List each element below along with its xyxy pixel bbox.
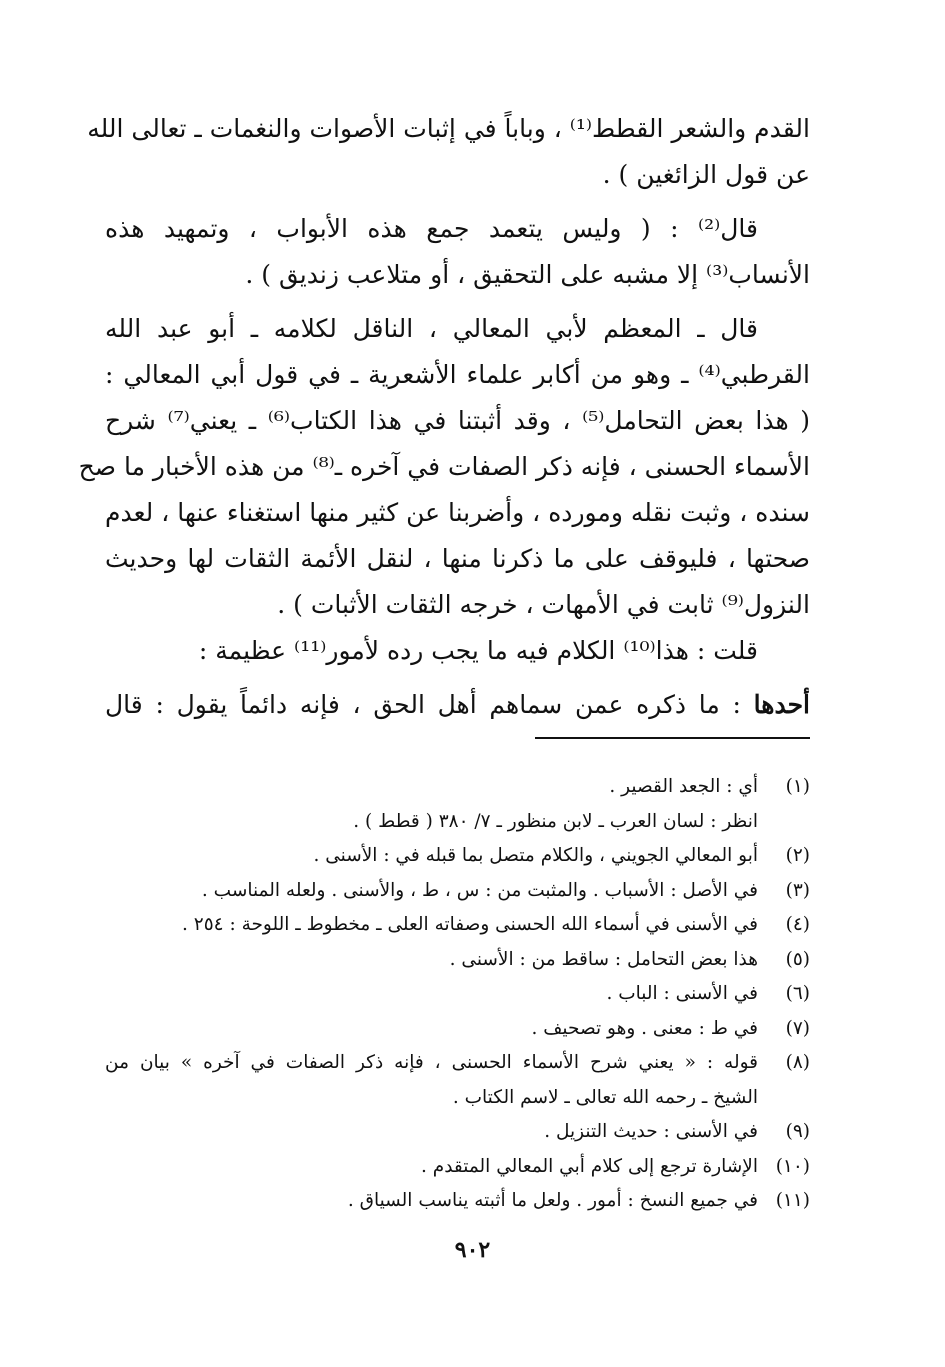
- footnote-number: (٧): [785, 1017, 810, 1039]
- footnote-number: (٨): [785, 1052, 810, 1073]
- footnote-11: [105, 1184, 810, 1219]
- text-line: النزول⁽⁹⁾ ثابت في الأمهات ، خرجه الثقات الأثبات ) .: [277, 590, 810, 619]
- footnote-separator: [535, 737, 810, 739]
- text-line: قال⁽²⁾ : ( وليس يتعمد جمع هذه الأبواب ، وتمهيد هذه: [105, 214, 758, 243]
- footnote-text: قوله : « يعني شرح الأسماء الحسنى ، فإنه ذكر الصفات في آخره » بيان من: [105, 1052, 758, 1073]
- footnote-text: في ط : معنى . وهو تصحيف .: [531, 1017, 758, 1039]
- text-line: صحتها ، فليوقف على ما ذكرنا منها ، لنقل الأئمة الثقات لها وحديث: [105, 544, 810, 573]
- footnote-10: [105, 1150, 810, 1185]
- footnote-8: [105, 1046, 810, 1081]
- footnote-number: (٦): [785, 983, 810, 1004]
- footnote-text: هذا بعض التحامل : ساقط من : الأسنى .: [449, 948, 758, 970]
- footnote-4: [105, 908, 810, 943]
- footnote-1: [105, 770, 810, 805]
- footnote-1-ref: انظر : لسان العرب ـ لابن منظور ـ ٧/ ٣٨٠ ( قطط ) .: [353, 810, 758, 832]
- footnote-text: في الأسنى : حديث التنزيل .: [544, 1121, 758, 1142]
- footnote-5: [105, 943, 810, 978]
- text-line: الأسماء الحسنى ، فإنه ذكر الصفات في آخره ـ⁽⁸⁾ من هذه الأخبار ما صح: [78, 452, 810, 481]
- first-point-label: أحدها: [753, 690, 810, 719]
- footnote-7: [105, 1012, 810, 1047]
- footnote-2: [105, 839, 810, 874]
- footnote-number: (١٠): [775, 1155, 810, 1177]
- footnote-number: (١): [785, 776, 810, 797]
- footnote-text: أبو المعالي الجويني ، والكلام متصل بما قبله في : الأسنى .: [313, 845, 758, 866]
- footnote-number: (٤): [785, 914, 810, 935]
- footnote-3: [105, 874, 810, 909]
- footnote-text: في الأسنى : الباب .: [606, 983, 758, 1004]
- footnote-number: (٥): [785, 948, 810, 970]
- text-line: قلت : هذا⁽¹⁰⁾ الكلام فيه ما يجب رده لأمور⁽¹¹⁾ عظيمة :: [198, 636, 758, 665]
- text-line: عن قول الزائغين ) .: [602, 160, 810, 189]
- footnote-6: [105, 977, 810, 1012]
- text-line: قال ـ المعظم لأبي المعالي ، الناقل لكلامه ـ أبو عبد الله: [105, 314, 758, 343]
- text-line: الأنساب⁽³⁾ إلا مشبه على التحقيق ، أو متلاعب زنديق ) .: [245, 260, 810, 289]
- footnote-text: في جميع النسخ : أمور . ولعل ما أثبته يناسب السياق .: [347, 1190, 758, 1211]
- footnote-9: [105, 1115, 810, 1150]
- footnotes: [105, 770, 810, 1219]
- footnote-8-continued: الشيخ ـ رحمه الله تعالى ـ لاسم الكتاب .: [452, 1086, 758, 1108]
- footnote-text: الإشارة ترجع إلى كلام أبي المعالي المتقدم .: [420, 1155, 758, 1177]
- footnote-number: (١١): [775, 1190, 810, 1211]
- text-line: القدم والشعر القطط⁽¹⁾ ، وباباً في إثبات الأصوات والنغمات ـ تعالى الله: [87, 114, 810, 143]
- footnote-number: (٣): [785, 879, 810, 901]
- text-line: ( هذا بعض التحامل⁽⁵⁾ ، وقد أثبتنا في هذا الكتاب⁽⁶⁾ ـ يعني⁽⁷⁾ شرح: [105, 406, 811, 435]
- page-number: ٩٠٢: [454, 1237, 491, 1263]
- footnote-text: في الأسنى في أسماء الله الحسنى وصفاته العلى ـ مخطوط ـ اللوحة : ٢٥٤ .: [182, 914, 758, 935]
- footnote-number: (٩): [785, 1121, 810, 1142]
- text-line: القرطبي⁽⁴⁾ ـ وهو من أكابر علماء الأشعرية ـ في قول أبي المعالي :: [105, 360, 810, 389]
- text-line-final: [105, 682, 810, 728]
- footnote-text: أي : الجعد القصير .: [609, 776, 758, 797]
- text-line: سنده ، وثبت نقله ومورده ، وأضربنا عن كثير منها استغناء عنها ، لعدم: [105, 498, 810, 527]
- first-point-text: : ما ذكره عمن سماهم أهل الحق ، فإنه دائماً يقول : قال: [105, 690, 754, 719]
- main-text: [78, 106, 811, 728]
- footnote-text: في الأصل : الأسباب . والمثبت من : س ، ط ، والأسنى . ولعله المناسب .: [201, 879, 758, 901]
- footnote-number: (٢): [785, 845, 810, 866]
